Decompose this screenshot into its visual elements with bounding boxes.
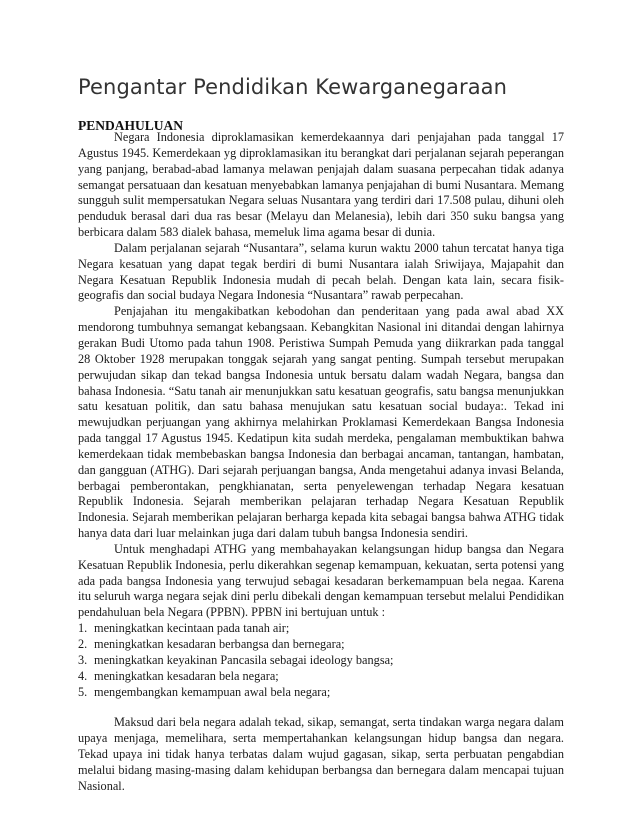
list-item <box>78 637 564 653</box>
list-item-text: meningkatkan kesadaran bela negara; <box>94 668 279 683</box>
list-item <box>78 653 564 669</box>
paragraph-3: Penjajahan itu mengakibatkan kebodohan dan penderitaan yang pada awal abad XX mendorong tumbuhnya semangat kebangsaan. Kebangkitan Nasional ini ditandai dengan lahirnya gerakan Budi Utomo pada tahun 1908. Peristiwa Sumpah Pemuda yang diikrarkan pada tanggal 28 Oktober 1928 merupakan tonggak sejarah yang sangat penting. Sumpah tersebut merupakan perwujudan sikap dan tekad bangsa Indonesia untuk bersatu dalam wadah Negara, bangsa dan bahasa Indonesia. “Satu tanah air menunjukkan satu kesatuan geografis, satu bangsa menunjukkan satu kesatuan politik, dan satu bahasa menujukan satu kesatuan social budaya:. Tekad ini mewujudkan perjuangan yang akhirnya melahirkan Proklamasi Kemerdekaan Bangsa Indonesia pada tanggal 17 Agustus 1945. Kedatipun kita sudah merdeka, pengalaman membuktikan bahwa kemerdekaan tidak membebaskan bangsa Indonesia dan berbagai ancaman, tantangan, hambatan, dan gangguan (ATHG). Dari sejarah perjuangan bangsa, Anda mengetahui adanya invasi Belanda, berbagai pemberontakan, pengkhianatan, serta penyelewengan terhadap Negara kesatuan Republik Indonesia. Sejarah memberikan pelajaran terhadap Negara Kesatuan Republik Indonesia. Sejarah memberikan pelajaran berharga kepada kita sebagai bangsa bahwa ATHG tidak hanya data dari luar melainkan juga dari dalam tubuh bangsa Indonesia sendiri. <box>78 304 564 541</box>
page-title: Pengantar Pendidikan Kewarganegaraan <box>78 75 508 99</box>
list-item-text: meningkatkan kesadaran berbangsa dan bernegara; <box>94 637 345 651</box>
list-number: 1. <box>78 621 88 636</box>
list-item-text: meningkatkan keyakinan Pancasila sebagai ideology bangsa; <box>94 652 394 667</box>
document-body <box>78 130 564 795</box>
closing-paragraph: Maksud dari bela negara adalah tekad, sikap, semangat, serta tindakan warga negara dalam upaya menjaga, memelihara, serta mempertahankan kelangsungan hidup bangsa dan negara. Tekad upaya ini tidak hanya terbatas dalam wujud gagasan, sikap, serta perbuatan pengabdian melalui bidang masing-masing dalam kehidupan berbangsa dan bernegara dalam mencapai tujuan Nasional. <box>78 715 564 793</box>
list-number: 4. <box>78 668 88 683</box>
paragraph-2: Dalam perjalanan sejarah “Nusantara”, selama kurun waktu 2000 tahun tercatat hanya tiga Negara kesatuan yang dapat tegak berdiri di bumi Nusantara ialah Sriwijaya, Majapahit dan Negara Kesatuan Republik Indonesia mudah di pecah belah. Dengan kata lain, secara fisik-geografis dan social budaya Negara Indonesia “Nusantara” rawab perpecahan. <box>78 240 564 303</box>
section-heading: PENDAHULUAN <box>78 118 184 133</box>
list-item <box>78 669 564 685</box>
list-number: 2. <box>78 637 88 651</box>
list-number: 3. <box>78 652 88 667</box>
paragraph-1: Negara Indonesia diproklamasikan kemerdekaannya dari penjajahan pada tanggal 17 Agustus 1945. Kemerdekaan yg diproklamasikan itu berangkat dari perjalanan sejarah peperangan yang panjang, berabad-abad lamanya melawan penjajah dalam suasana perpecahan tidak adanya semangat persatuaan dan kesatuan menyebabkan lamanya penjajahan di bumi Nusantara. Memang sungguh sulit mempersatukan Negara seluas Nusantara yang terdiri dari 17.508 pulau, dihuni oleh penduduk berasal dari dua ras besar (Melayu dan Melanesia), lebih dari 350 suku bangsa yang berbicara dalam 583 dialek bahasa, memeluk lima agama besar di dunia. <box>78 130 564 240</box>
list-item <box>78 621 564 637</box>
paragraph-4: Untuk menghadapi ATHG yang membahayakan kelangsungan hidup bangsa dan Negara Kesatuan Republik Indonesia, perlu dikerahkan segenap kemampuan, kekuatan, serta potensi yang ada pada bangsa Indonesia yang terwujud sebagai kesadaran berkemampuan bela negaa. Karena itu seluruh warga negara sejak dini perlu dibekali dengan kemampuan tersebut melalui Pendidikan pendahuluan bela Negara (PPBN). PPBN ini bertujuan untuk : <box>78 541 564 620</box>
list-item <box>78 685 564 701</box>
list-number: 5. <box>78 684 88 699</box>
list-item-text: meningkatkan kecintaan pada tanah air; <box>94 621 290 636</box>
objectives-list <box>78 621 564 700</box>
list-item-text: mengembangkan kemampuan awal bela negara; <box>94 684 331 699</box>
